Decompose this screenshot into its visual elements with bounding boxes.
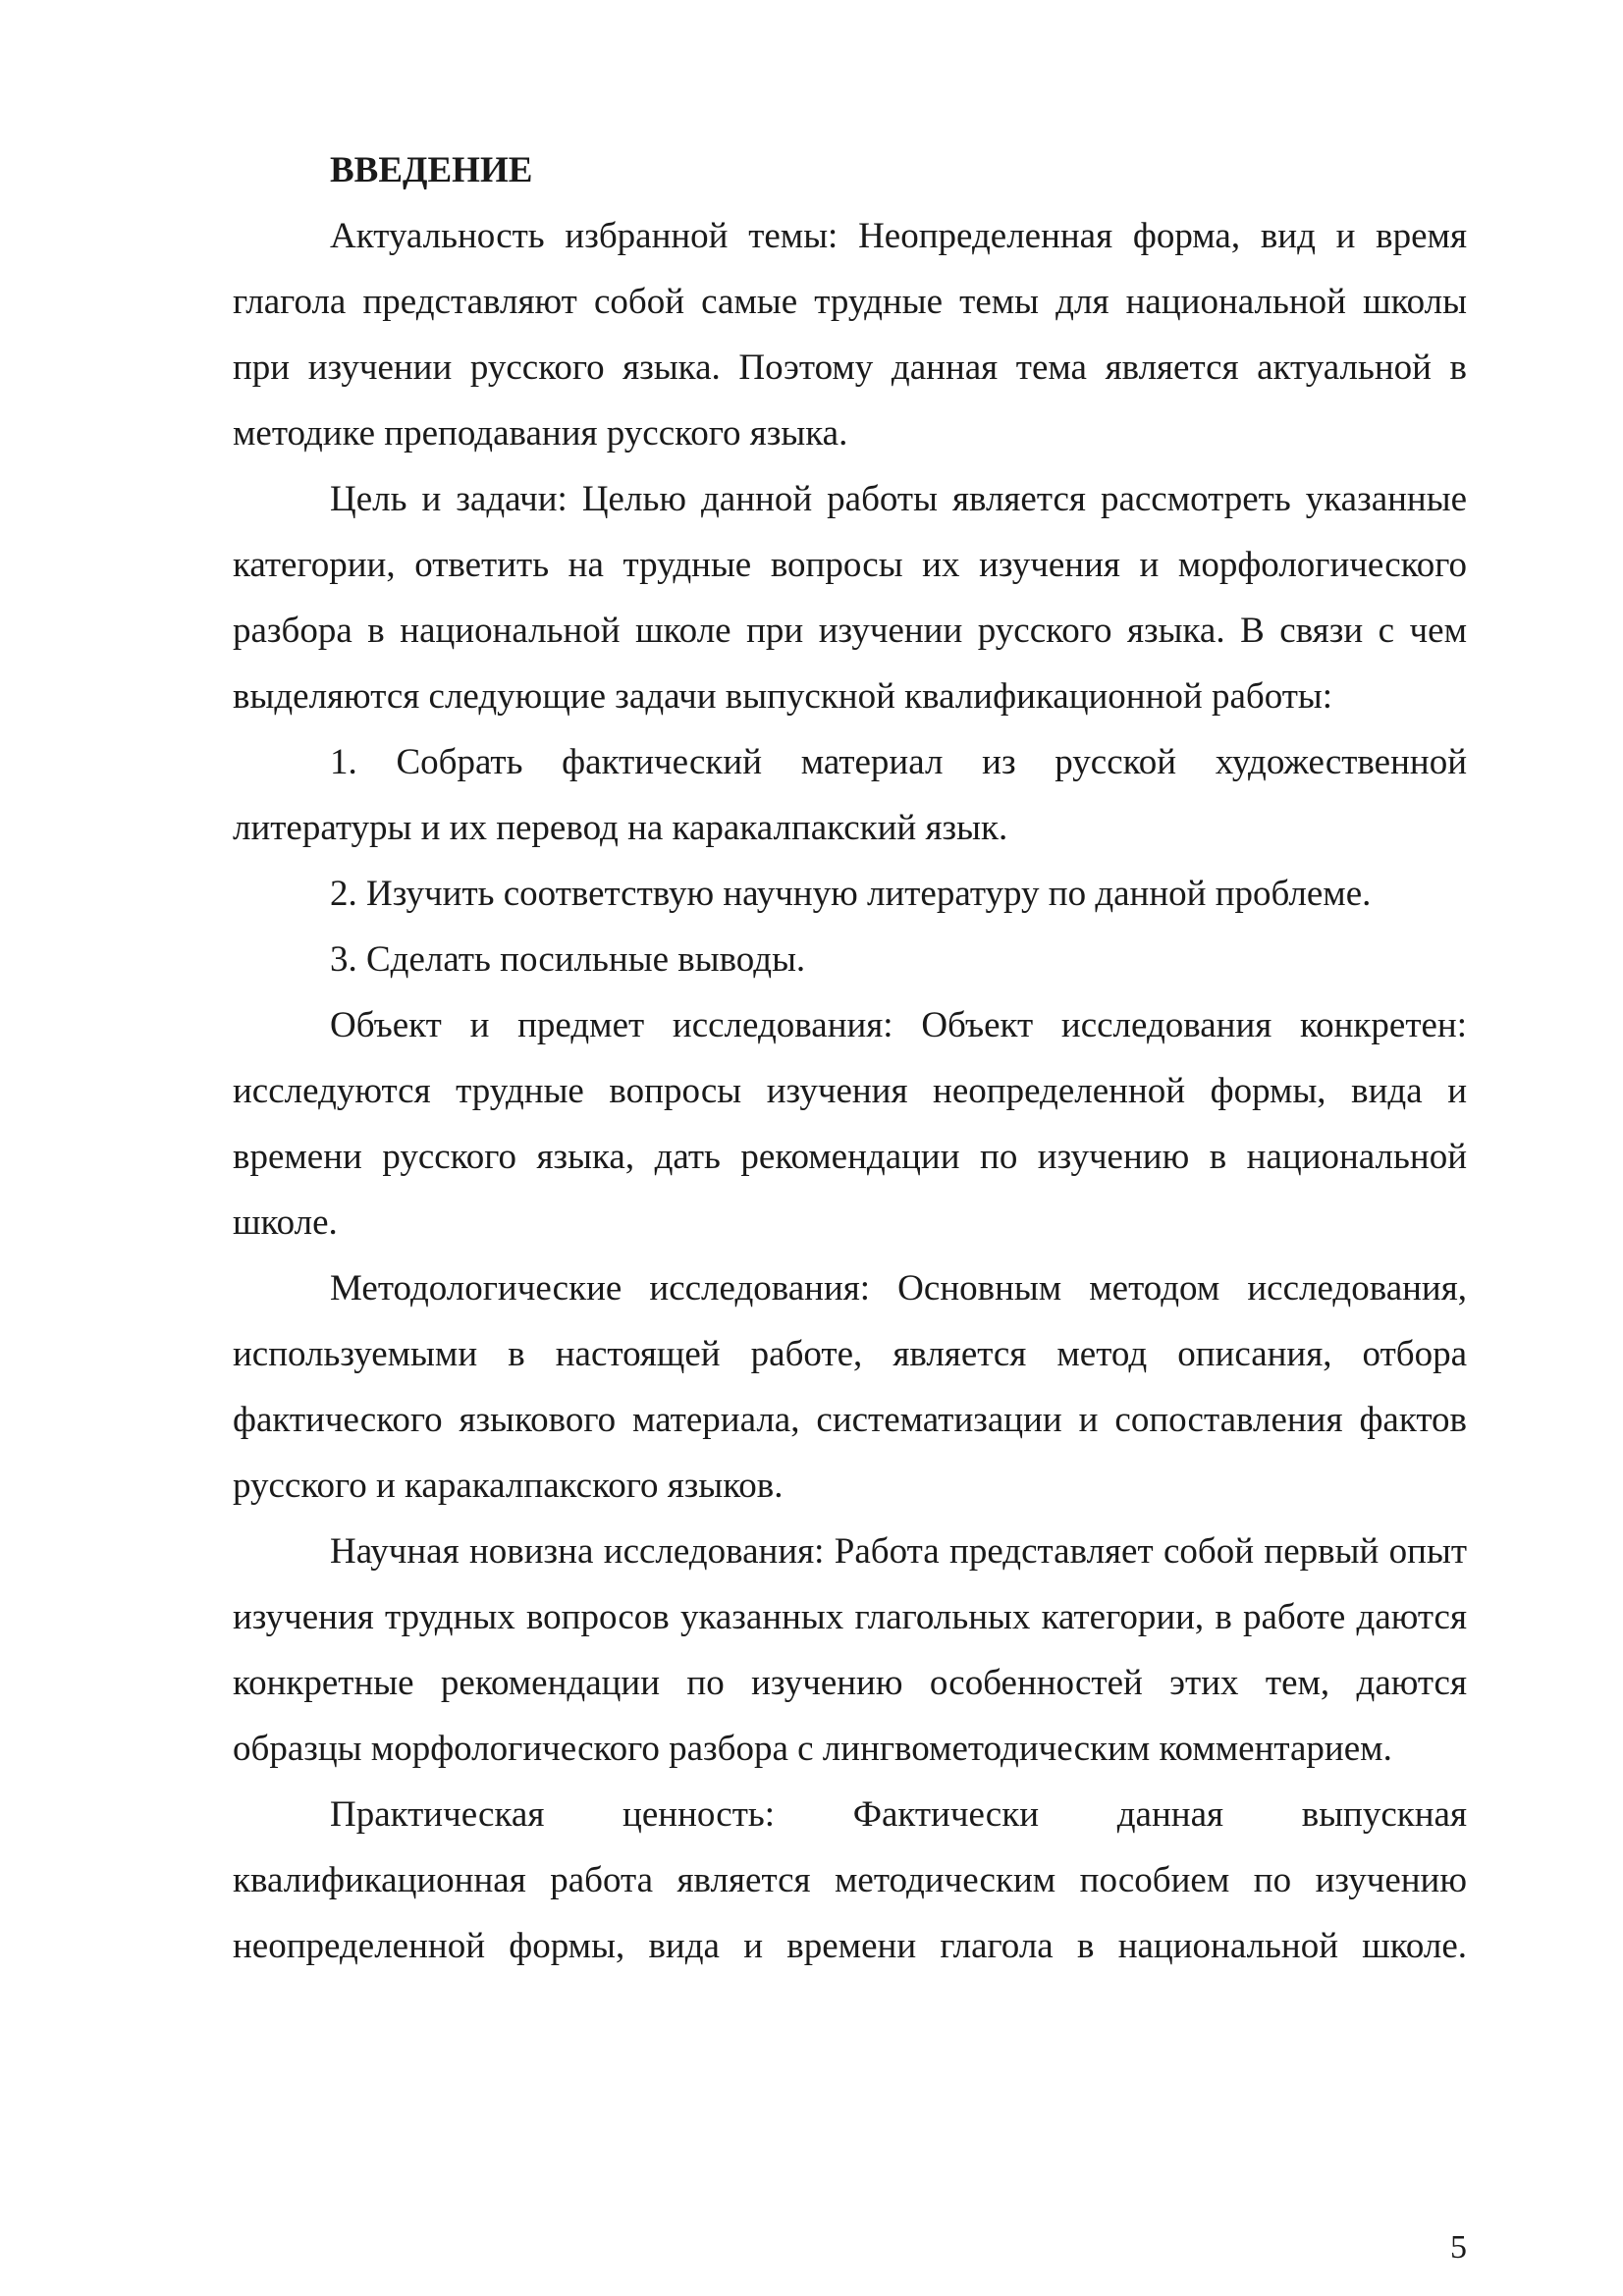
paragraph-task-1: 1. Собрать фактический материал из русской художественной литературы и их перевод на каракалпакский язык. xyxy=(233,742,1467,848)
paragraph-object: Объект и предмет исследования: Объект исследования конкретен: исследуются трудные вопросы изучения неопределенной формы, вида и времени русского языка, дать рекомендации по изучению в национальной школе. xyxy=(233,1005,1467,1243)
page-number: 5 xyxy=(1450,2229,1467,2266)
paragraph-novelty: Научная новизна исследования: Работа представляет собой первый опыт изучения трудных вопросов указанных глагольных категории, в работе даются конкретные рекомендации по изучению особенностей этих тем, даются образцы морфологического разбора с лингвометодическим комментарием. xyxy=(233,1531,1467,1769)
paragraph-practical-value: Практическая ценность: Фактически данная выпускная квалификационная работа является методическим пособием по изучению неопределенной формы, вида и времени глагола в национальной школе. xyxy=(233,1794,1467,1966)
paragraph-relevance: Актуальность избранной темы: Неопределенная форма, вид и время глагола представляют собой самые трудные темы для национальной школы при изучении русского языка. Поэтому данная тема является актуальной в методике преподавания русского языка. xyxy=(233,216,1467,454)
paragraph-goals: Цель и задачи: Целью данной работы является рассмотреть указанные категории, ответить на трудные вопросы их изучения и морфологического разбора в национальной школе при изучении русского языка. В связи с чем выделяются следующие задачи выпускной квалификационной работы: xyxy=(233,479,1467,717)
paragraph-task-2: 2. Изучить соответствую научную литературу по данной проблеме. xyxy=(330,874,1372,914)
paragraph-methods: Методологические исследования: Основным методом исследования, используемыми в настоящей работе, является метод описания, отбора фактического языкового материала, систематизации и сопоставления фактов русского и каракалпакского языков. xyxy=(233,1268,1467,1506)
body-text xyxy=(233,137,1467,1979)
section-heading: ВВЕДЕНИЕ xyxy=(330,150,533,190)
paragraph-task-3: 3. Сделать посильные выводы. xyxy=(330,939,806,980)
